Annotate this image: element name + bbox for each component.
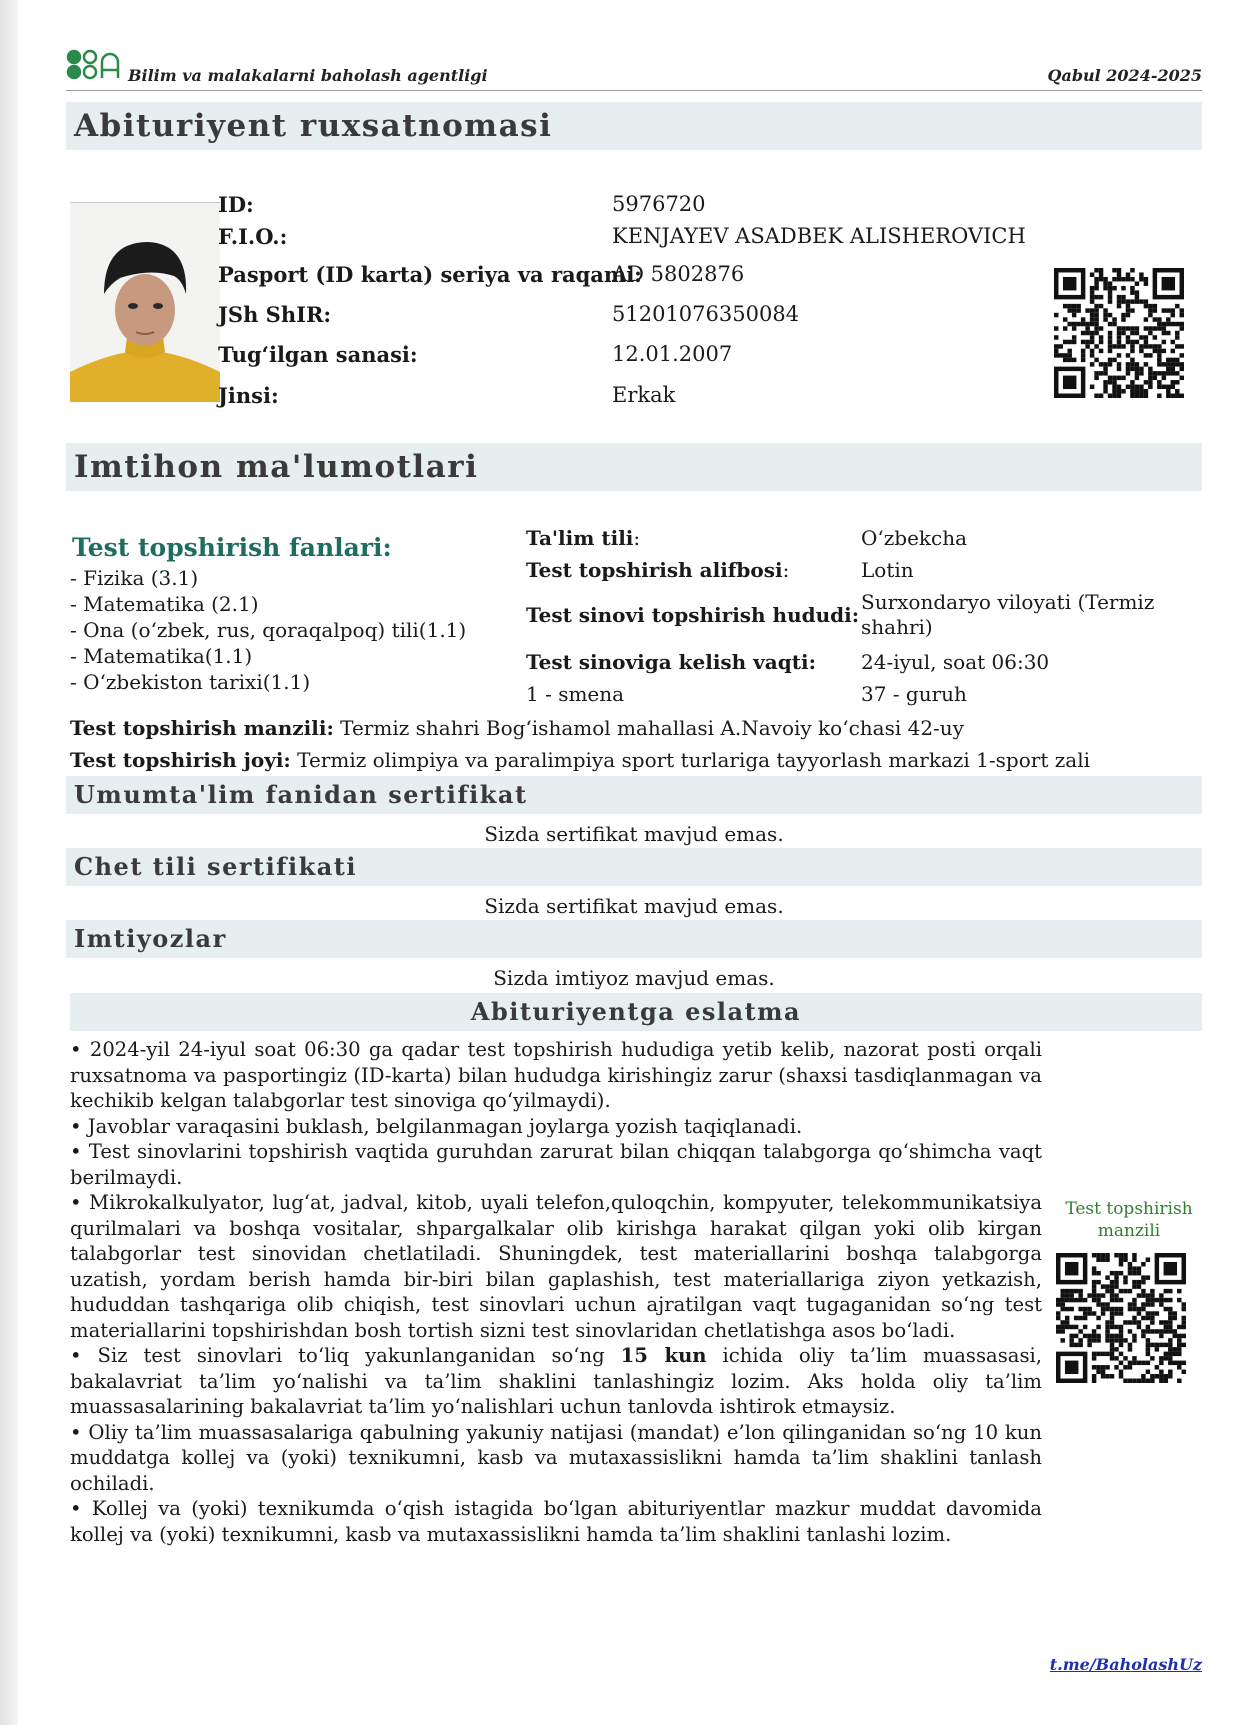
reminder-item: • Siz test sinovlari to‘liq yakunlanganidan so‘ng 15 kun ichida oliy ta’lim muassasasi, bakalavriat ta’lim yo‘nalishi va ta’lim shaklini tanlashingiz lozim. Aks holda oliy ta’lim muassasalarining bakalavriat ta’lim yo‘nalishlari uchun tanlovda ishtirok etmaysiz. [70, 1344, 1042, 1418]
qr-address-label: Test topshirish manzili [1065, 1199, 1193, 1241]
privileges-note: Sizda imtiyoz mavjud emas. [493, 966, 775, 990]
reminder-item: • Kollej va (yoki) texnikumda o‘qish istagida bo‘lgan abituriyentlar mazkur muddat davomida kollej va (yoki) texnikumni, kasb va mutaxassislikni hamda ta’lim shaklini tanlashi lozim. [70, 1497, 1042, 1546]
value-birthdate: 12.01.2007 [612, 342, 733, 366]
section-reminder-title: Abituriyentga eslatma [70, 993, 1202, 1031]
subject-item: - O‘zbekiston tarixi(1.1) [70, 670, 311, 694]
value-shift: 1 - smena [526, 682, 625, 706]
value-arrival: 24-iyul, soat 06:30 [861, 650, 1050, 674]
reminder-item: • Mikrokalkulyator, lug‘at, jadval, kitob, uyali telefon,quloqchin, kompyuter, telekommunikatsiya qurilmalari va boshqa vositalar, shpargalkalar olib kirishga harakat qilgan yoki olib kirgan talabgorlar test sinovidan chetlatiladi. Shuningdek, test materiallarini boshqa talabgorga uzatish, yordam berish hamda bir-biri bilan gaplashish, test materiallariga ziyon yetkazish, hududdan tashqariga olib chiqish, test sinovlari uchun ajratilgan vaqt tugaganidan so‘ng test materiallarini topshirishdan bosh tortish sizni test sinovlaridan chetlatishga asos bo‘ladi. [70, 1191, 1042, 1342]
section-general-cert: Umumta'lim fanidan sertifikat [66, 776, 1202, 814]
reminder-item: • Test sinovlarini topshirish vaqtida guruhdan zarurat bilan chiqqan talabgorga qo‘shimcha vaqt berilmaydi. [70, 1140, 1042, 1189]
value-fio: KENJAYEV ASADBEK ALISHEROVICH [612, 224, 1026, 248]
general-cert-note: Sizda sertifikat mavjud emas. [484, 822, 784, 846]
page-header [66, 46, 1202, 91]
admission-year: Qabul 2024-2025 [1047, 66, 1202, 85]
label-gender: Jinsi: [218, 383, 279, 408]
subjects-title: Test topshirish fanlari: [72, 533, 392, 562]
applicant-photo [70, 202, 220, 402]
telegram-link[interactable]: t.me/BaholashUz [1049, 1655, 1202, 1674]
label-arrival: Test sinoviga kelish vaqti: [526, 650, 816, 674]
value-id: 5976720 [612, 192, 706, 216]
qr-code-id [1054, 268, 1184, 398]
label-region: Test sinovi topshirish hududi: [526, 603, 860, 627]
value-jshshir: 51201076350084 [612, 302, 800, 326]
section-exam-title: Imtihon ma'lumotlari [66, 443, 1202, 491]
section-privileges: Imtiyozlar [66, 920, 1202, 958]
value-passport: AD 5802876 [612, 262, 745, 286]
permit-page [66, 0, 1202, 1725]
value-group: 37 - guruh [861, 682, 967, 706]
value-alphabet: Lotin [861, 558, 914, 582]
reminder-item: • Javoblar varaqasini buklash, belgilanmagan joylarga yozish taqiqlanadi. [70, 1114, 803, 1138]
reminder-item: • Oliy ta’lim muassasalariga qabulning yakuniy natijasi (mandat) e’lon qilinganidan so‘ng 10 kun muddatga kollej va (yoki) texnikumni, kasb va mutaxassislikni hamda ta’lim shaklini tanlash ochiladi. [70, 1420, 1042, 1495]
qr-code-address [1056, 1253, 1186, 1383]
label-fio: F.I.O.: [218, 224, 288, 249]
subject-item: - Ona (o‘zbek, rus, qoraqalpoq) tili(1.1) [70, 618, 467, 642]
subject-item: - Fizika (3.1) [70, 566, 199, 590]
reminder-item: • 2024-yil 24-iyul soat 06:30 ga qadar test topshirish hududiga yetib kelib, nazorat posti orqali ruxsatnoma va pasportingiz (ID-karta) bilan hududga kirishingiz zarur (shaxsi tasdiqlanmagan va kechikib kelgan talabgorlar test sinoviga qo‘yilmaydi). [70, 1038, 1042, 1112]
foreign-cert-note: Sizda sertifikat mavjud emas. [484, 894, 784, 918]
label-jshshir: JSh ShIR: [218, 302, 332, 327]
test-address: Test topshirish manzili: Termiz shahri Bog‘ishamol mahallasi A.Navoiy ko‘chasi 42-uy [70, 716, 964, 740]
value-region: Surxondaryo viloyati (Termiz shahri) [861, 590, 1155, 639]
subject-item: - Matematika(1.1) [70, 644, 253, 668]
test-place: Test topshirish joyi: Termiz olimpiya va paralimpiya sport turlariga tayyorlash markazi 1-sport zali [70, 748, 1090, 772]
subject-item: - Matematika (2.1) [70, 592, 259, 616]
reminder-list [70, 1037, 1042, 1547]
value-gender: Erkak [612, 383, 676, 407]
agency-logo [66, 48, 126, 82]
label-birthdate: Tug‘ilgan sanasi: [218, 342, 418, 367]
section-permit-title: Abituriyent ruxsatnomasi [66, 102, 1202, 150]
section-foreign-cert: Chet tili sertifikati [66, 848, 1202, 886]
label-id: ID: [218, 192, 254, 217]
label-language: Ta'lim tili: [526, 526, 641, 550]
value-language: O‘zbekcha [861, 526, 968, 550]
agency-name: Bilim va malakalarni baholash agentligi [128, 66, 488, 85]
label-passport: Pasport (ID karta) seriya va raqami: [218, 262, 642, 287]
left-edge-shadow [0, 0, 18, 1725]
label-alphabet: Test topshirish alifbosi: [526, 558, 790, 582]
